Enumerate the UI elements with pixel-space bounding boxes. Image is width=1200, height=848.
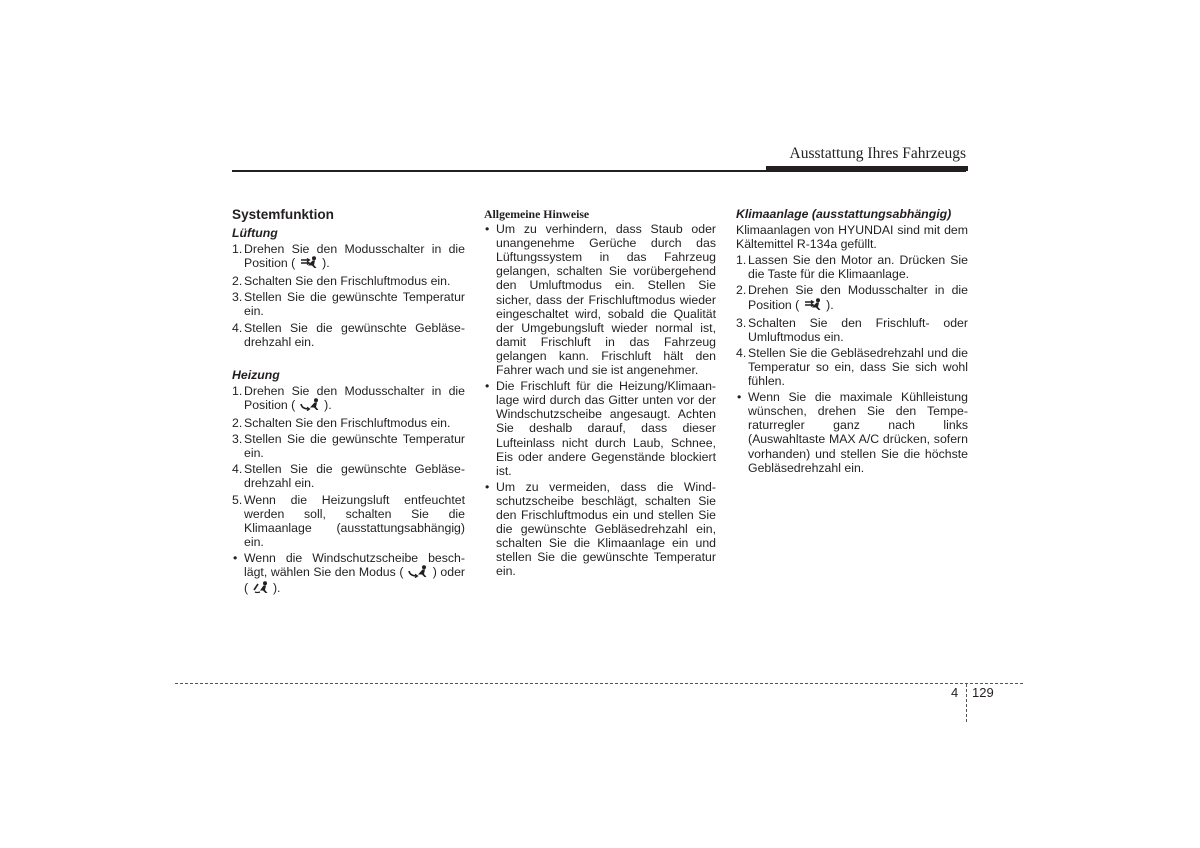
bullet-item: • Wenn Sie die maximale Kühlleistung wünschen, drehen Sie den Tempe-raturregler ganz nach links (Auswahltaste MAX A/C drücken, sofern vorhanden) und stellen Sie die höchste Gebläsedrehzahl ein. bbox=[737, 390, 968, 475]
bullet-dot: • bbox=[737, 390, 742, 405]
page-number: 129 bbox=[972, 685, 994, 700]
subheading-heizung: Heizung bbox=[232, 367, 280, 382]
list-item: 2. Drehen Sie den Modusschalter in die Position ( ). bbox=[736, 283, 968, 313]
list-item: 5. Wenn die Heizungsluft entfeuchtet werden soll, schalten Sie die Klimaanlage (ausstattungsabhängig) ein. bbox=[232, 492, 465, 549]
bullet-item: • Die Frischluft für die Heizung/Klimaan-lage wird durch das Gitter unten vor der Windschutzscheibe angesaugt. Achten Sie deshalb darauf, dass dieser Lufteinlass nicht durch Laub, Schnee, Eis oder andere Gegenstände blockiert ist. bbox=[485, 379, 716, 478]
list-item: 2. Schalten Sie den Frischluftmodus ein. bbox=[232, 416, 451, 431]
vent-face-icon bbox=[299, 256, 319, 272]
list-item: 4. Stellen Sie die Gebläsedrehzahl und die Temperatur so ein, dass Sie sich wohl fühlen. bbox=[736, 345, 968, 389]
column-systemfunktion bbox=[232, 207, 465, 599]
lueftung-steps bbox=[232, 242, 465, 349]
footer-divider bbox=[175, 683, 1023, 684]
column-klimaanlage bbox=[736, 207, 968, 477]
column-hinweise bbox=[484, 207, 716, 580]
bullet-item: • Um zu verhindern, dass Staub oder unangenehme Gerüche durch das Lüftungssystem in das Fahrzeug gelangen, schalten Sie vorübergehend den Umluftmodus ein. Stellen Sie sicher, dass der Frischluftmodus wieder eingeschaltet wird, sobald die Qualität der Umgebungsluft wieder normal ist, damit Frischluft in das Fahrzeug gelangen kann. Frischluft hält den Fahrer wach und sie ist angenehmer. bbox=[485, 222, 716, 378]
bullet-item: • Um zu vermeiden, dass die Wind-schutzscheibe beschlägt, schalten Sie den Frischluftmodus ein und stellen Sie die gewünschte Gebläsedrehzahl ein, schalten Sie die Klimaanlage ein und stellen Sie die gewünschte Temperatur ein. bbox=[485, 479, 716, 579]
bullet-dot: • bbox=[485, 379, 490, 394]
bullet-dot: • bbox=[485, 479, 490, 494]
list-item: 2. Schalten Sie den Frischluftmodus ein. bbox=[232, 274, 451, 289]
subheading-lueftung: Lüftung bbox=[232, 226, 278, 240]
header-title: Ausstattung Ihres Fahrzeugs bbox=[789, 145, 966, 162]
list-item: 1. Lassen Sie den Motor an. Drücken Sie die Taste für die Klimaanlage. bbox=[736, 253, 968, 282]
list-item: 4. Stellen Sie die gewünschte Gebläse-drehzahl ein. bbox=[232, 320, 465, 349]
bullet-dot: • bbox=[233, 550, 238, 565]
chapter-number: 4 bbox=[951, 685, 959, 700]
section-heading: Allgemeine Hinweise bbox=[484, 207, 590, 221]
footer-vertical-divider bbox=[966, 684, 967, 722]
list-item: 3. Stellen Sie die gewünschte Temperatur ein. bbox=[232, 290, 465, 319]
list-item: 3. Schalten Sie den Frischluft- oder Umluftmodus ein. bbox=[736, 315, 968, 344]
vent-defrost-floor-icon bbox=[252, 581, 270, 597]
section-heading: Systemfunktion bbox=[232, 207, 334, 222]
intro-paragraph: Klimaanlagen von HYUNDAI sind mit dem Kältemittel R-134a gefüllt. bbox=[736, 223, 968, 252]
subheading-klimaanlage: Klimaanlage (ausstattungsabhängig) bbox=[736, 207, 952, 221]
vent-floor-icon bbox=[407, 565, 429, 581]
list-item: 3. Stellen Sie die gewünschte Temperatur ein. bbox=[232, 432, 465, 461]
list-item: 4. Stellen Sie die gewünschte Gebläse-drehzahl ein. bbox=[232, 462, 465, 491]
list-item: 1. Drehen Sie den Modusschalter in die Position ( ). bbox=[232, 242, 465, 272]
bullet-item: • Wenn die Windschutzscheibe besch-lägt, wählen Sie den Modus ( ) oder ( ). bbox=[232, 551, 465, 597]
list-item: 1. Drehen Sie den Modusschalter in die Position ( ). bbox=[232, 384, 465, 414]
vent-face-icon bbox=[803, 298, 823, 314]
header-bar bbox=[766, 166, 968, 171]
vent-floor-icon bbox=[299, 398, 321, 414]
bullet-dot: • bbox=[485, 222, 490, 237]
heizung-steps bbox=[232, 384, 465, 549]
